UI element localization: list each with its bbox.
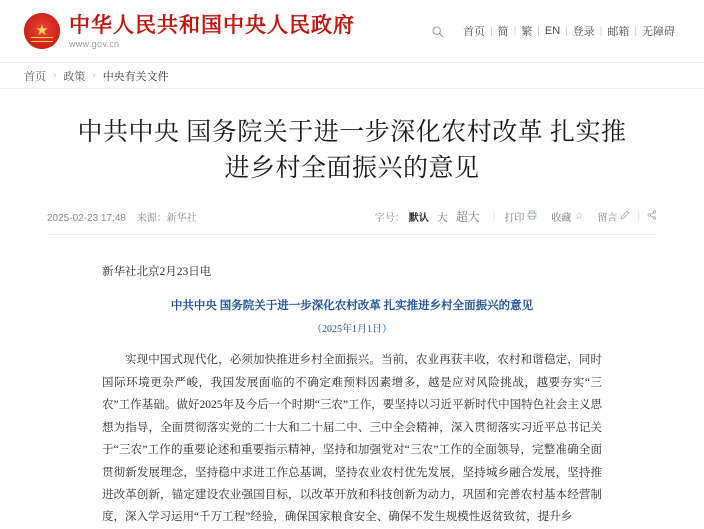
breadcrumb <box>0 62 704 89</box>
favorite-label: 收藏 <box>551 213 572 224</box>
printer-icon <box>527 210 537 223</box>
header-link-simplified[interactable]: 简 <box>497 26 509 38</box>
print-button[interactable] <box>504 209 537 224</box>
meta-divider: | <box>492 211 496 222</box>
share-icon[interactable] <box>647 210 657 223</box>
page-title: 中共中央 国务院关于进一步深化农村改革 扎实推进乡村全面振兴的意见 <box>77 119 627 182</box>
header-links <box>458 23 680 39</box>
article-inner-title: 中共中央 国务院关于进一步深化农村改革 扎实推进乡村全面振兴的意见 <box>170 300 534 313</box>
article-inner-date: （2025年1月1日） <box>312 323 392 335</box>
fontsize-default-option[interactable]: 默认 <box>408 213 429 224</box>
fontsize-label: 字号： <box>374 213 405 224</box>
message-label: 留言 <box>597 213 618 224</box>
meta-divider: | <box>637 211 640 222</box>
header-link-separator: | <box>565 25 568 37</box>
article-meta-bar <box>47 208 657 235</box>
fontsize-large-option[interactable]: 大 <box>436 211 448 224</box>
article-dateline: 新华社北京2月23日电 <box>102 266 212 278</box>
header-link-accessibility[interactable]: 无障碍 <box>642 26 675 38</box>
header-link-separator: | <box>537 25 540 37</box>
article-meta-actions <box>375 208 657 225</box>
site-domain: www.gov.cn <box>69 39 120 50</box>
header-link-separator: | <box>634 25 637 37</box>
header-link-separator: | <box>599 25 603 37</box>
site-title: 中华人民共和国中央人民政府 <box>69 12 355 37</box>
article <box>0 115 704 529</box>
pencil-icon <box>620 210 630 223</box>
header-link-mail[interactable]: 邮箱 <box>607 26 630 38</box>
chevron-right-icon: › <box>92 70 96 81</box>
header-utility-nav <box>426 20 680 42</box>
site-branding <box>69 13 355 49</box>
header-link-home[interactable]: 首页 <box>463 26 486 38</box>
fontsize-extra-large-option[interactable]: 超大 <box>455 210 480 224</box>
header-link-traditional[interactable]: 繁 <box>521 26 533 38</box>
article-datetime: 2025-02-23 17:48 <box>47 213 126 224</box>
breadcrumb-item-central-documents[interactable]: 中央有关文件 <box>102 70 169 83</box>
article-source: 新华社 <box>166 213 197 224</box>
header-link-separator: | <box>490 25 493 37</box>
star-icon: ☆ <box>574 211 584 222</box>
breadcrumb-item-policy[interactable]: 政策 <box>63 70 86 83</box>
chevron-right-icon: › <box>53 70 57 81</box>
header-link-login[interactable]: 登录 <box>572 26 595 38</box>
national-emblem-icon <box>24 13 60 49</box>
header-link-separator: | <box>513 25 517 37</box>
message-button[interactable] <box>597 209 630 224</box>
article-paragraph: 实现中国式现代化，必须加快推进乡村全面振兴。当前，农业再获丰收，农村和谐稳定，同时国际环境更杂严峻，我国发展面临的不确定难预料因素增多，越是应对风险挑战，越要夯实“三农”工作基础。做好2025年及今后一个时期“三农”工作，要坚持以习近平新时代中国特色社会主义思想为指导，全面贯彻落实党的二十大和二十届二中、三中全会精神，深入贯彻落实习近平总书记关于“三农”工作的重要论述和重要指示精神，坚持和加强党对“三农”工作的全面领导，完整准确全面贯彻新发展理念，坚持稳中求进工作总基调，坚持农业农村优先发展，坚持城乡融合发展，坚持推进改革创新，锚定建设农业强国目标，以改革开放和科技创新为动力，巩固和完善农村基本经营制度，深入学习运用“千万工程”经验，确保国家粮食安全、确保不发生规模性返贫致贫，提升乡 <box>102 354 602 524</box>
site-header <box>0 0 704 62</box>
header-link-english[interactable]: EN <box>544 25 561 37</box>
article-body <box>102 261 602 529</box>
fontsize-control <box>375 208 484 225</box>
breadcrumb-item-home[interactable]: 首页 <box>24 70 46 83</box>
article-source-label: 来源： <box>136 213 167 224</box>
print-label: 打印 <box>504 213 525 224</box>
favorite-button[interactable] <box>551 209 583 224</box>
search-icon[interactable] <box>426 20 448 42</box>
article-meta-left <box>47 209 197 224</box>
